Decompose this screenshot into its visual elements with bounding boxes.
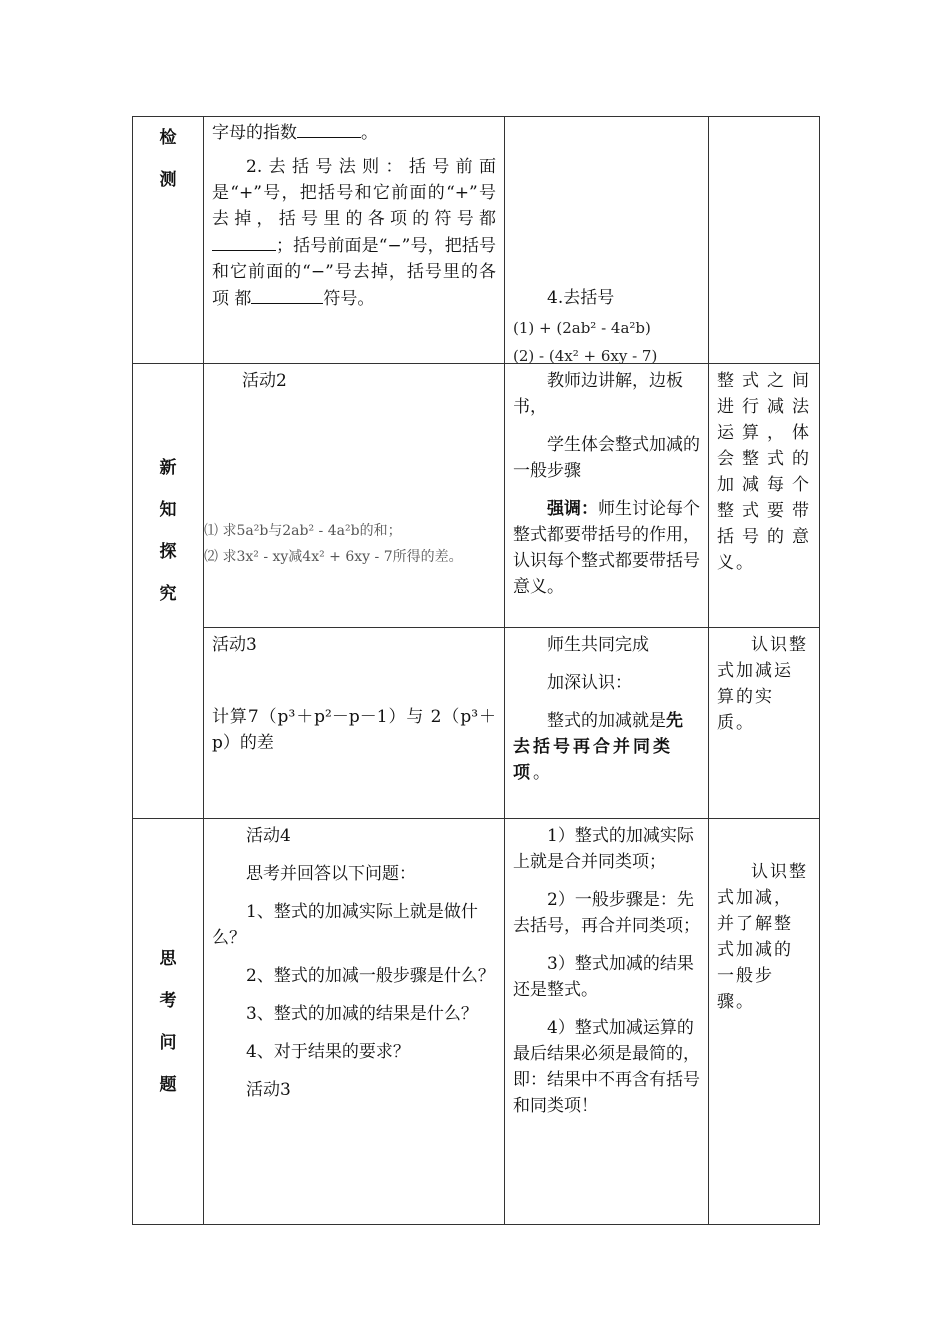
- activity3-goal: 认识整式加减运算的实质。: [717, 635, 808, 733]
- row-label-think: [133, 819, 204, 1225]
- activity4-title: 活动4: [246, 826, 291, 846]
- exponent-line: 字母的指数 。: [212, 119, 496, 146]
- activity3-problem: 计算7（p³＋p²－p－1）与 2（p³＋p）的差: [212, 707, 496, 753]
- think-next-activity: 活动3: [246, 1080, 291, 1100]
- exercise-item-2: (2) - (4x² + 6xy - 7): [513, 347, 658, 365]
- think-answer-4: 4）整式加减运算的最后结果必须是最简的，即：结果中不再含有括号和同类项！: [513, 1018, 700, 1116]
- think-questions-cell: [204, 819, 505, 1225]
- think-answer-3: 3）整式加减的结果还是整式。: [513, 954, 694, 1000]
- think-goal-cell: [709, 819, 820, 1225]
- think-answer-1: 1）整式的加减实际上就是合并同类项；: [513, 826, 694, 872]
- label-char: 问: [159, 1032, 177, 1053]
- label-char: 探: [159, 542, 177, 562]
- activity3-problem-cell: [204, 628, 505, 819]
- activity2-goal-cell: [709, 364, 820, 628]
- answer-blank: [212, 232, 276, 251]
- activity2-question-2: ⑵ 求3x² - xy减4x² + 6xy - 7所得的差。: [204, 549, 463, 565]
- activity3-teacher-1: 师生共同完成: [547, 635, 649, 655]
- label-char: 新: [159, 458, 177, 478]
- activity2-question-1: ⑴ 求5a²b与2ab² - 4a²b的和；: [204, 523, 402, 539]
- label-char: 思: [159, 948, 177, 969]
- row-activity2: [133, 364, 820, 628]
- think-question-1: 1、整式的加减实际上就是做什么？: [212, 902, 478, 948]
- row-label-check: [133, 117, 204, 364]
- teacher-action-2: 学生体会整式加减的一般步骤: [513, 435, 700, 481]
- activity3-teacher-2: 加深认识：: [547, 673, 632, 693]
- label-char: 测: [159, 170, 177, 190]
- row-label-new-knowledge: [133, 364, 204, 819]
- row-activity3: [133, 628, 820, 819]
- bracket-rule-paragraph: 2.去括号法则：括号前面是“+”号，把括号和它前面的“+”号去掉，括号里的各项的符号都；括号前面是“−”号，把括号和它前面的“−”号去掉，括号里的各项 都 符号。: [212, 157, 496, 309]
- exercise-item-1: (1) + (2ab² - 4a²b): [513, 319, 651, 337]
- check-rules-cell: [204, 117, 505, 364]
- label-char: 题: [159, 1074, 177, 1095]
- teacher-action-1: 教师边讲解，边板书，: [513, 371, 683, 417]
- exercise-title: 4.去括号: [547, 288, 615, 308]
- emphasis-note: 强调：师生讨论每个整式都要带括号的作用，认识每个整式都要带括号意义。: [513, 499, 700, 597]
- label-char: 考: [159, 990, 177, 1011]
- answer-blank: [297, 119, 361, 138]
- think-question-2: 2、整式的加减一般步骤是什么？: [246, 966, 495, 986]
- activity2-problem-cell: [204, 364, 505, 628]
- think-answers-cell: [505, 819, 709, 1225]
- label-char: 知: [159, 500, 177, 520]
- row-think: [133, 819, 820, 1225]
- label-char: 究: [159, 584, 177, 604]
- check-exercise-cell: [505, 117, 709, 364]
- think-answer-2: 2）一般步骤是：先去括号，再合并同类项；: [513, 890, 700, 936]
- activity3-conclusion: 整式的加减就是先去括号再合并同类项。: [513, 711, 686, 783]
- row-check: [133, 117, 820, 364]
- think-question-4: 4、对于结果的要求？: [246, 1042, 410, 1062]
- think-question-3: 3、整式的加减的结果是什么？: [246, 1004, 478, 1024]
- activity3-teacher-cell: [505, 628, 709, 819]
- activity3-goal-cell: [709, 628, 820, 819]
- activity2-goal: 整式之间进行减法运算，体会整式的加减每个整式要带括号的意义。: [717, 371, 811, 573]
- label-char: 检: [159, 128, 177, 148]
- activity3-title: 活动3: [212, 635, 257, 655]
- activity2-teacher-cell: [505, 364, 709, 628]
- think-goal: 认识整式加减，并了解整式加减的一般步骤。: [717, 862, 808, 1012]
- activity2-title: 活动2: [242, 371, 287, 391]
- check-goal-cell: [709, 117, 820, 364]
- lesson-plan-table: [132, 116, 820, 1225]
- answer-blank: [251, 285, 323, 304]
- think-intro: 思考并回答以下问题：: [246, 864, 416, 884]
